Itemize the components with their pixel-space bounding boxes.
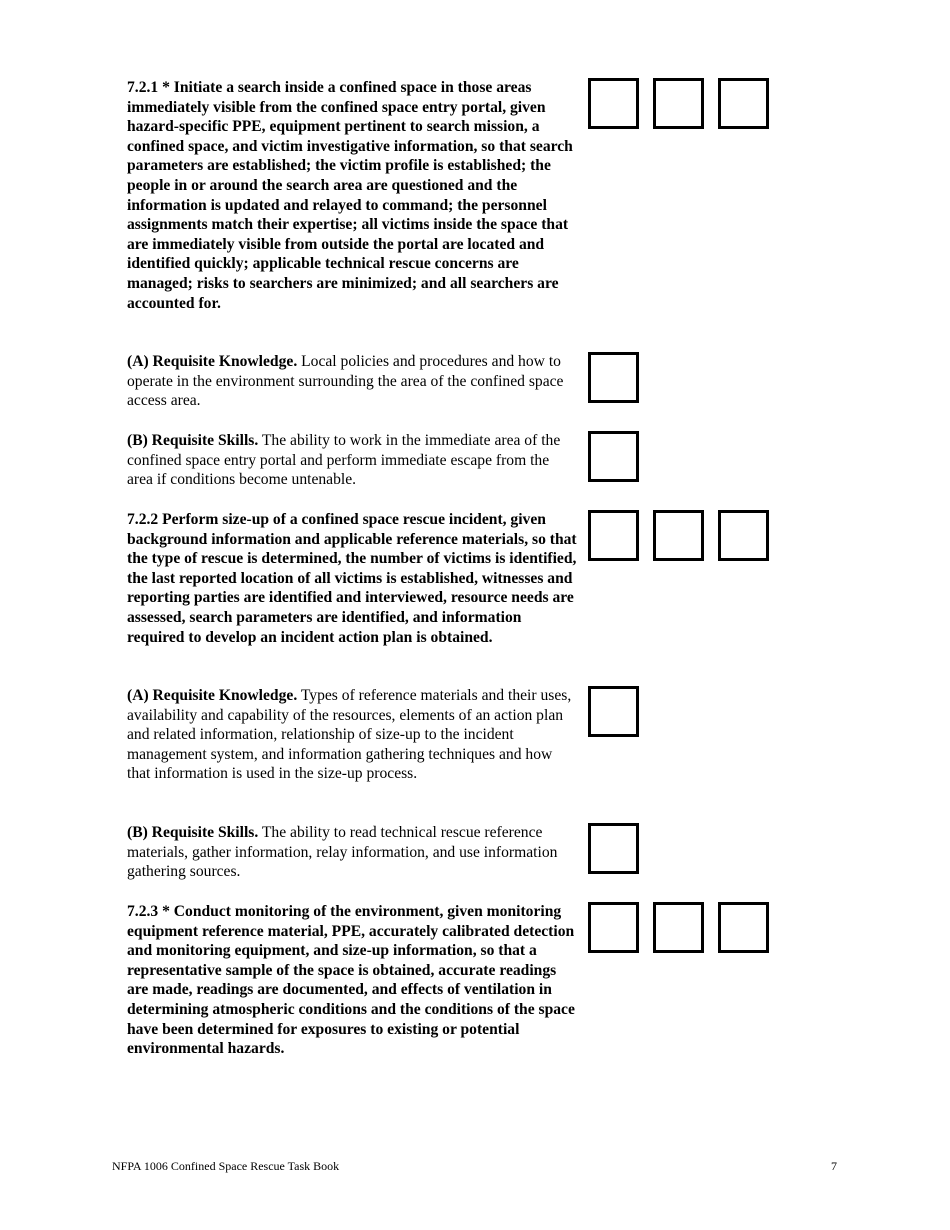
requisite-knowledge-7-2-2 bbox=[127, 686, 577, 784]
requisite-knowledge-text: Local policies and procedures and how to operate in the environment surrounding the area of the confined space access area. bbox=[127, 353, 564, 410]
requisite-skills-7-2-2 bbox=[127, 823, 577, 882]
signoff-checkbox[interactable] bbox=[588, 902, 639, 953]
requisite-skills-label: (B) Requisite Skills. bbox=[127, 432, 259, 449]
signoff-checkbox[interactable] bbox=[718, 902, 769, 953]
requisite-skills-label: (B) Requisite Skills. bbox=[127, 824, 259, 841]
signoff-checkbox[interactable] bbox=[718, 78, 769, 129]
knowledge-7-2-1-checkboxes bbox=[588, 352, 639, 403]
signoff-checkbox[interactable] bbox=[653, 78, 704, 129]
page-number: 7 bbox=[831, 1159, 837, 1173]
signoff-checkbox[interactable] bbox=[718, 510, 769, 561]
task-7-2-1: 7.2.1 * Initiate a search inside a confined space in those areas immediately visible from the confined space entry portal, given hazard-specific PPE, equipment pertinent to search mission, a confined space, and victim investigative information, so that search parameters are established; the victim profile is established; the people in or around the search area are questioned and the information is updated and relayed to command; the personnel assignments match their expertise; all victims inside the space that are immediately visible from outside the portal are located and identified quickly; applicable technical rescue concerns are managed; risks to searchers are minimized; and all searchers are accounted for. bbox=[127, 79, 573, 312]
task-7-2-3: 7.2.3 * Conduct monitoring of the environment, given monitoring equipment reference material, PPE, accurately calibrated detection and monitoring equipment, and size-up information, so that a representative sample of the space is obtained, accurate readings are made, readings are documented, and effects of ventilation in determining atmospheric conditions and the conditions of the space have been determined for exposures to existing or potential environmental hazards. bbox=[127, 903, 575, 1058]
knowledge-7-2-2-checkboxes bbox=[588, 686, 639, 737]
requisite-skills-text: The ability to work in the immediate area of the confined space entry portal and perform immediate escape from the area if conditions become untenable. bbox=[127, 432, 561, 489]
signoff-checkbox[interactable] bbox=[588, 510, 639, 561]
requisite-knowledge-label: (A) Requisite Knowledge. bbox=[127, 353, 298, 370]
task-7-2-1-checkboxes bbox=[588, 78, 769, 129]
footer-title: NFPA 1006 Confined Space Rescue Task Book bbox=[112, 1159, 340, 1173]
signoff-checkbox[interactable] bbox=[588, 823, 639, 874]
requisite-knowledge-label: (A) Requisite Knowledge. bbox=[127, 687, 298, 704]
signoff-checkbox[interactable] bbox=[653, 902, 704, 953]
skills-7-2-1-checkboxes bbox=[588, 431, 639, 482]
signoff-checkbox[interactable] bbox=[588, 352, 639, 403]
requisite-knowledge-7-2-1 bbox=[127, 352, 577, 411]
task-7-2-2: 7.2.2 Perform size-up of a confined space rescue incident, given background information and applicable reference materials, so that the type of rescue is determined, the number of victims is identified, the last reported location of all victims is established, witnesses and reporting parties are identified and interviewed, resource needs are assessed, search parameters are identified, and information required to develop an incident action plan is obtained. bbox=[127, 511, 577, 646]
task-7-2-2-checkboxes bbox=[588, 510, 769, 561]
signoff-checkbox[interactable] bbox=[588, 78, 639, 129]
requisite-skills-7-2-1 bbox=[127, 431, 577, 490]
skills-7-2-2-checkboxes bbox=[588, 823, 639, 874]
signoff-checkbox[interactable] bbox=[653, 510, 704, 561]
requisite-knowledge-text: Types of reference materials and their uses, availability and capability of the resources, elements of an action plan and related information, relationship of size-up to the incident management system, and information gathering techniques and how that information is used in the size-up process. bbox=[127, 687, 572, 783]
task-7-2-3-checkboxes bbox=[588, 902, 769, 953]
signoff-checkbox[interactable] bbox=[588, 431, 639, 482]
signoff-checkbox[interactable] bbox=[588, 686, 639, 737]
requisite-skills-text: The ability to read technical rescue reference materials, gather information, relay information, and use information gathering sources. bbox=[127, 824, 558, 881]
